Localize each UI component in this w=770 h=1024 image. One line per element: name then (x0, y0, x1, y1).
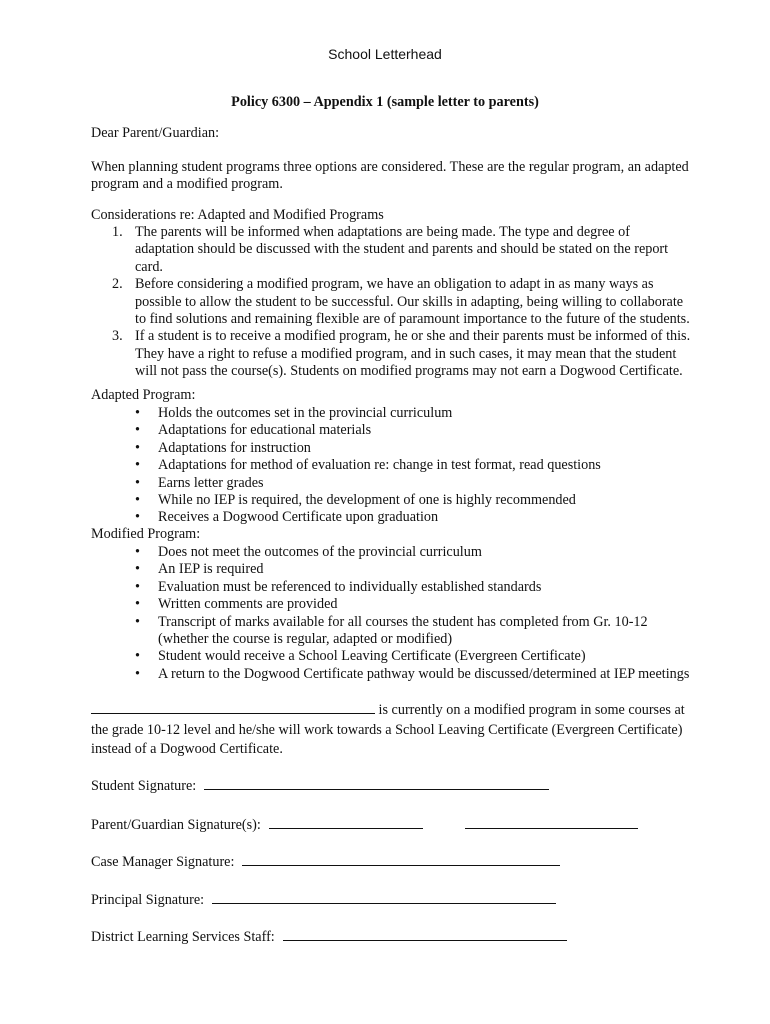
item-text: Student would receive a School Leaving Certificate (Evergreen Certificate) (158, 648, 586, 665)
bullet-icon: • (135, 561, 140, 578)
parent-signature-line-2[interactable] (465, 815, 638, 829)
principal-signature-line[interactable] (212, 890, 556, 904)
page-title: Policy 6300 – Appendix 1 (sample letter to parents) (231, 94, 539, 110)
bullet-icon: • (135, 578, 140, 595)
list-item (91, 579, 691, 596)
district-staff-signature-row (91, 927, 567, 946)
list-item (91, 405, 691, 422)
bullet-icon: • (135, 613, 140, 630)
item-text: The parents will be informed when adaptations are being made. The type and degree of adaptation should be discussed with the student and parents and should be stated on the report card. (135, 224, 669, 275)
student-signature-row (91, 776, 549, 795)
item-number: 2. (112, 276, 123, 293)
list-item (91, 544, 691, 561)
bullet-icon: • (135, 439, 140, 456)
list-item (91, 509, 691, 526)
list-item (91, 666, 691, 683)
salutation: Dear Parent/Guardian: (91, 125, 220, 141)
list-item (91, 492, 691, 509)
item-text: Adaptations for instruction (158, 439, 311, 456)
bullet-icon: • (135, 596, 140, 613)
item-text: Adaptations for educational materials (158, 422, 372, 439)
item-text: Receives a Dogwood Certificate upon graduation (158, 509, 439, 526)
bullet-icon: • (135, 405, 140, 421)
item-text: Evaluation must be referenced to individually established standards (158, 578, 542, 595)
item-text: Holds the outcomes set in the provincial curriculum (158, 405, 453, 421)
parent-signature-row (91, 815, 638, 834)
district-staff-signature-line[interactable] (283, 927, 567, 941)
case-manager-signature-line[interactable] (242, 852, 560, 866)
student-name-blank[interactable] (91, 700, 375, 714)
principal-signature-row (91, 890, 556, 909)
intro-paragraph: When planning student programs three options are considered. These are the regular program, an adapted program and a modified program. (91, 159, 689, 193)
list-item (91, 440, 691, 457)
district-staff-signature-label: District Learning Services Staff: (91, 929, 275, 945)
bullet-icon: • (135, 544, 140, 560)
list-item (91, 561, 691, 578)
item-text: Written comments are provided (158, 596, 338, 613)
parent-signature-label: Parent/Guardian Signature(s): (91, 817, 261, 833)
case-manager-signature-label: Case Manager Signature: (91, 854, 235, 870)
bullet-icon: • (135, 665, 140, 682)
list-item (91, 648, 691, 665)
bullet-icon: • (135, 648, 140, 665)
student-signature-line[interactable] (204, 776, 549, 790)
student-signature-label: Student Signature: (91, 778, 197, 794)
principal-signature-label: Principal Signature: (91, 892, 205, 908)
item-number: 1. (112, 224, 123, 240)
parent-signature-line-1[interactable] (269, 815, 423, 829)
letterhead: School Letterhead (328, 46, 442, 62)
item-number: 3. (112, 328, 123, 345)
adapted-program-list (91, 405, 691, 527)
student-statement (91, 700, 691, 760)
list-item (91, 614, 691, 649)
list-item (91, 475, 691, 492)
list-item (91, 457, 691, 474)
item-text: Earns letter grades (158, 474, 264, 491)
item-text: Adaptations for method of evaluation re: change in test format, read questions (158, 457, 601, 474)
item-text: Before considering a modified program, we have an obligation to adapt in as many ways as possible to allow the student to be successful. Our skills in adapting, being willing to collaborate to find solutions and remaining flexible are of paramount importance to the future of the students. (135, 276, 690, 328)
considerations-list (91, 224, 691, 381)
item-text: A return to the Dogwood Certificate pathway would be discussed/determined at IEP meetings (158, 665, 690, 682)
list-item (91, 596, 691, 613)
bullet-icon: • (135, 492, 140, 509)
adapted-program-heading: Adapted Program: (91, 387, 196, 403)
modified-program-list (91, 544, 691, 683)
bullet-icon: • (135, 457, 140, 474)
statement-text: is currently on a modified program in some courses at the grade 10-12 level and he/she will work towards a School Leaving Certificate (Evergreen Certificate) instead of a Dogwood Certificate. (91, 702, 685, 757)
list-item (91, 276, 691, 328)
list-item (91, 328, 691, 380)
list-item (91, 422, 691, 439)
modified-program-heading: Modified Program: (91, 526, 201, 542)
bullet-icon: • (135, 422, 140, 439)
item-text: If a student is to receive a modified program, he or she and their parents must be informed of this. They have a right to refuse a modified program, and in such cases, it may mean that the student will not pass the course(s). Students on modified programs may not earn a Dogwood Certificate. (135, 328, 691, 380)
bullet-icon: • (135, 509, 140, 526)
item-text: An IEP is required (158, 561, 264, 578)
bullet-icon: • (135, 474, 140, 491)
case-manager-signature-row (91, 852, 560, 871)
item-text: Transcript of marks available for all courses the student has completed from Gr. 10-12 (whether the course is regular, adapted or modified) (158, 613, 648, 648)
list-item (91, 224, 691, 276)
item-text: While no IEP is required, the development of one is highly recommended (158, 492, 576, 509)
considerations-heading: Considerations re: Adapted and Modified Programs (91, 207, 384, 223)
item-text: Does not meet the outcomes of the provincial curriculum (158, 544, 482, 560)
